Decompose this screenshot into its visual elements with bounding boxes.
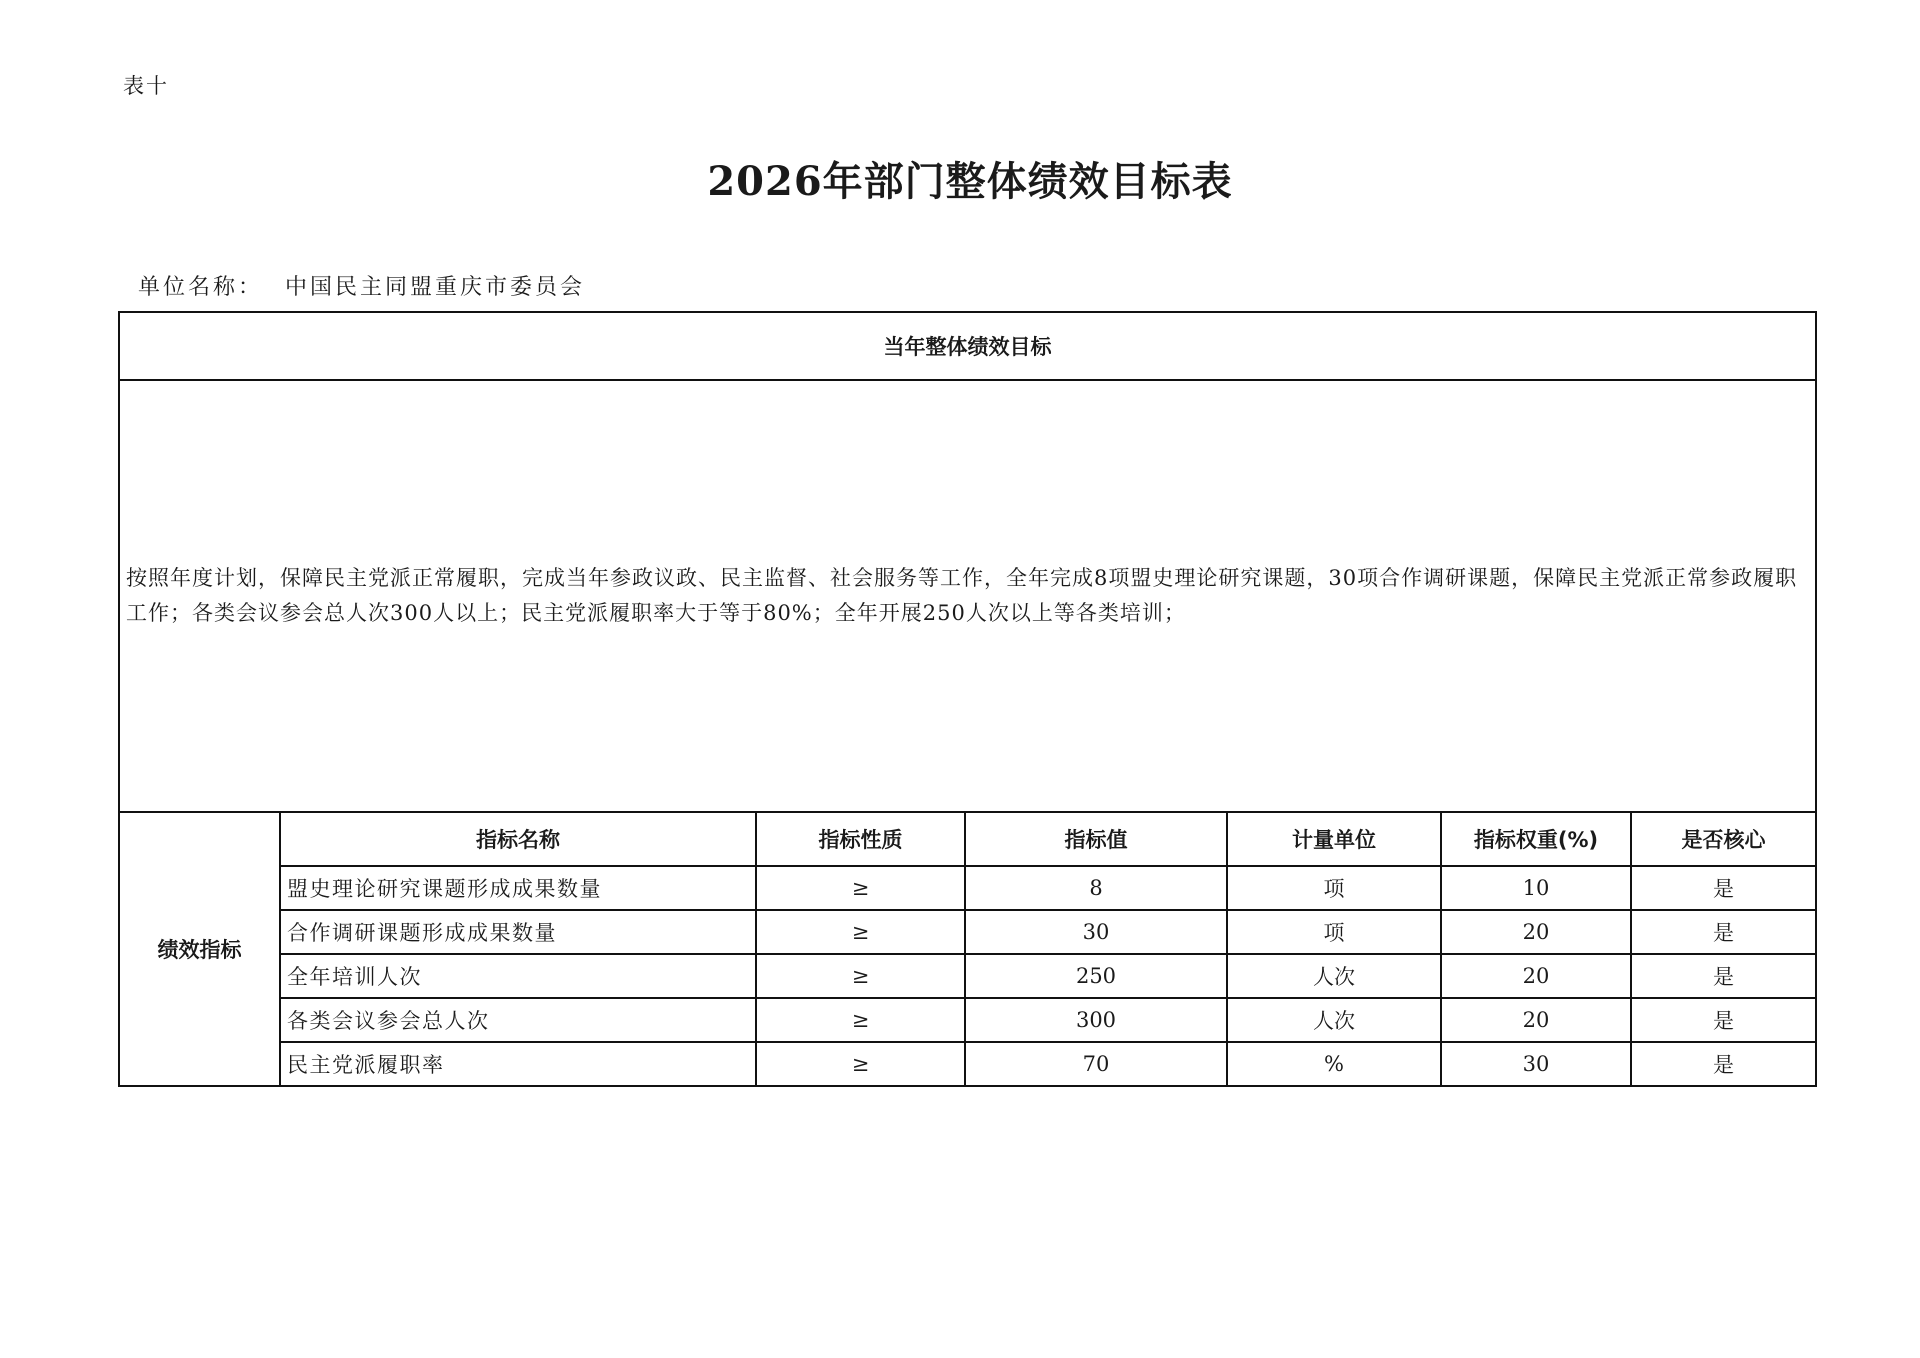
indicator-weight: 20 bbox=[1441, 954, 1631, 998]
unit-line bbox=[138, 270, 585, 301]
indicator-name: 合作调研课题形成成果数量 bbox=[280, 910, 756, 954]
goals-heading: 当年整体绩效目标 bbox=[119, 312, 1816, 380]
indicator-nature: ≥ bbox=[756, 910, 965, 954]
col-header-indicator-name: 指标名称 bbox=[280, 812, 756, 866]
document-title: 2026年部门整体绩效目标表 bbox=[707, 158, 1233, 205]
indicator-value: 250 bbox=[965, 954, 1227, 998]
table-row bbox=[119, 910, 1816, 954]
unit-value: 中国民主同盟重庆市委员会 bbox=[285, 275, 586, 300]
indicator-name: 各类会议参会总人次 bbox=[280, 998, 756, 1042]
table-row bbox=[119, 1042, 1816, 1086]
indicator-weight: 30 bbox=[1441, 1042, 1631, 1086]
indicator-unit: 人次 bbox=[1227, 998, 1441, 1042]
indicators-side-label: 绩效指标 bbox=[119, 812, 280, 1086]
indicator-core: 是 bbox=[1631, 910, 1816, 954]
indicator-nature: ≥ bbox=[756, 998, 965, 1042]
goals-text: 按照年度计划，保障民主党派正常履职，完成当年参政议政、民主监督、社会服务等工作，全年完成8项盟史理论研究课题，30项合作调研课题，保障民主党派正常参政履职工作；各类会议参会总人次300人以上；民主党派履职率大于等于80%；全年开展250人次以上等各类培训； bbox=[119, 380, 1816, 812]
indicator-name: 民主党派履职率 bbox=[280, 1042, 756, 1086]
indicator-nature: ≥ bbox=[756, 866, 965, 910]
indicator-name: 全年培训人次 bbox=[280, 954, 756, 998]
table-row bbox=[119, 954, 1816, 998]
indicator-unit: 项 bbox=[1227, 910, 1441, 954]
indicator-core: 是 bbox=[1631, 954, 1816, 998]
indicator-value: 30 bbox=[965, 910, 1227, 954]
indicator-weight: 10 bbox=[1441, 866, 1631, 910]
col-header-indicator-value: 指标值 bbox=[965, 812, 1227, 866]
table-row bbox=[119, 998, 1816, 1042]
unit-label: 单位名称： bbox=[138, 275, 264, 300]
indicator-value: 300 bbox=[965, 998, 1227, 1042]
indicator-weight: 20 bbox=[1441, 998, 1631, 1042]
indicator-unit: % bbox=[1227, 1042, 1441, 1086]
performance-table bbox=[118, 311, 1817, 1087]
indicator-value: 8 bbox=[965, 866, 1227, 910]
indicator-nature: ≥ bbox=[756, 1042, 965, 1086]
indicator-name: 盟史理论研究课题形成成果数量 bbox=[280, 866, 756, 910]
indicator-nature: ≥ bbox=[756, 954, 965, 998]
table-row bbox=[119, 866, 1816, 910]
indicator-core: 是 bbox=[1631, 866, 1816, 910]
indicator-core: 是 bbox=[1631, 1042, 1816, 1086]
col-header-core: 是否核心 bbox=[1631, 812, 1816, 866]
indicator-unit: 项 bbox=[1227, 866, 1441, 910]
indicator-core: 是 bbox=[1631, 998, 1816, 1042]
col-header-unit: 计量单位 bbox=[1227, 812, 1441, 866]
table-number: 表十 bbox=[123, 74, 169, 98]
col-header-indicator-nature: 指标性质 bbox=[756, 812, 965, 866]
indicator-value: 70 bbox=[965, 1042, 1227, 1086]
indicator-unit: 人次 bbox=[1227, 954, 1441, 998]
indicator-weight: 20 bbox=[1441, 910, 1631, 954]
col-header-weight: 指标权重(%) bbox=[1441, 812, 1631, 866]
